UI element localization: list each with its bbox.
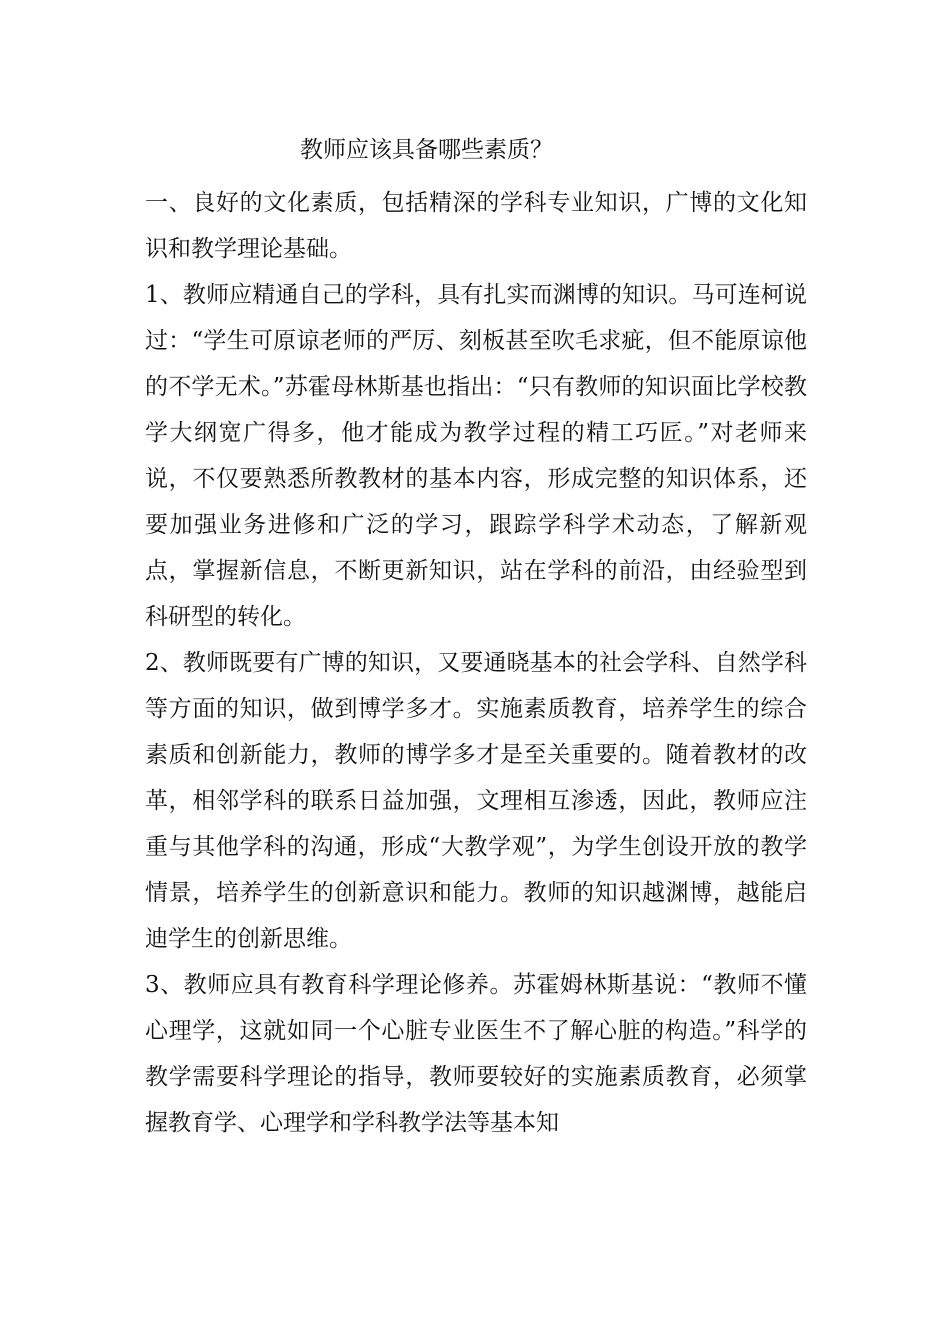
paragraph-point-2: 2、教师既要有广博的知识，又要通晓基本的社会学科、自然学科等方面的知识，做到博学多才。实施素质教育，培养学生的综合素质和创新能力，教师的博学多才是至关重要的。随着教材的改革，相邻学科的联系日益加强，文理相互渗透，因此，教师应注重与其他学科的沟通，形成“大教学观”，为学生创设开放的教学情景，培养学生的创新意识和能力。教师的知识越渊博，越能启迪学生的创新思维。 bbox=[145, 650, 807, 952]
paragraph-point-3: 3、教师应具有教育科学理论修养。苏霍姆林斯基说：“教师不懂心理学，这就如同一个心脏专业医生不了解心脏的构造。”科学的教学需要科学理论的指导，教师要较好的实施素质教育，必须掌握教育学、心理学和学科教学法等基本知 bbox=[145, 972, 807, 1136]
paragraph-section-1: 一、良好的文化素质，包括精深的学科专业知识，广博的文化知识和教学理论基础。 bbox=[145, 190, 807, 262]
document-body bbox=[145, 180, 807, 1146]
document-title: 教师应该具备哪些素质？ bbox=[300, 137, 553, 163]
paragraph-point-1: 1、教师应精通自己的学科，具有扎实而渊博的知识。马可连柯说过：“学生可原谅老师的严厉、刻板甚至吹毛求疵，但不能原谅他的不学无术。”苏霍母林斯基也指出：“只有教师的知识面比学校教学大纲宽广得多，他才能成为教学过程的精工巧匠。”对老师来说，不仅要熟悉所教教材的基本内容，形成完整的知识体系，还要加强业务进修和广泛的学习，跟踪学科学术动态，了解新观点，掌握新信息，不断更新知识，站在学科的前沿，由经验型到科研型的转化。 bbox=[145, 282, 807, 630]
